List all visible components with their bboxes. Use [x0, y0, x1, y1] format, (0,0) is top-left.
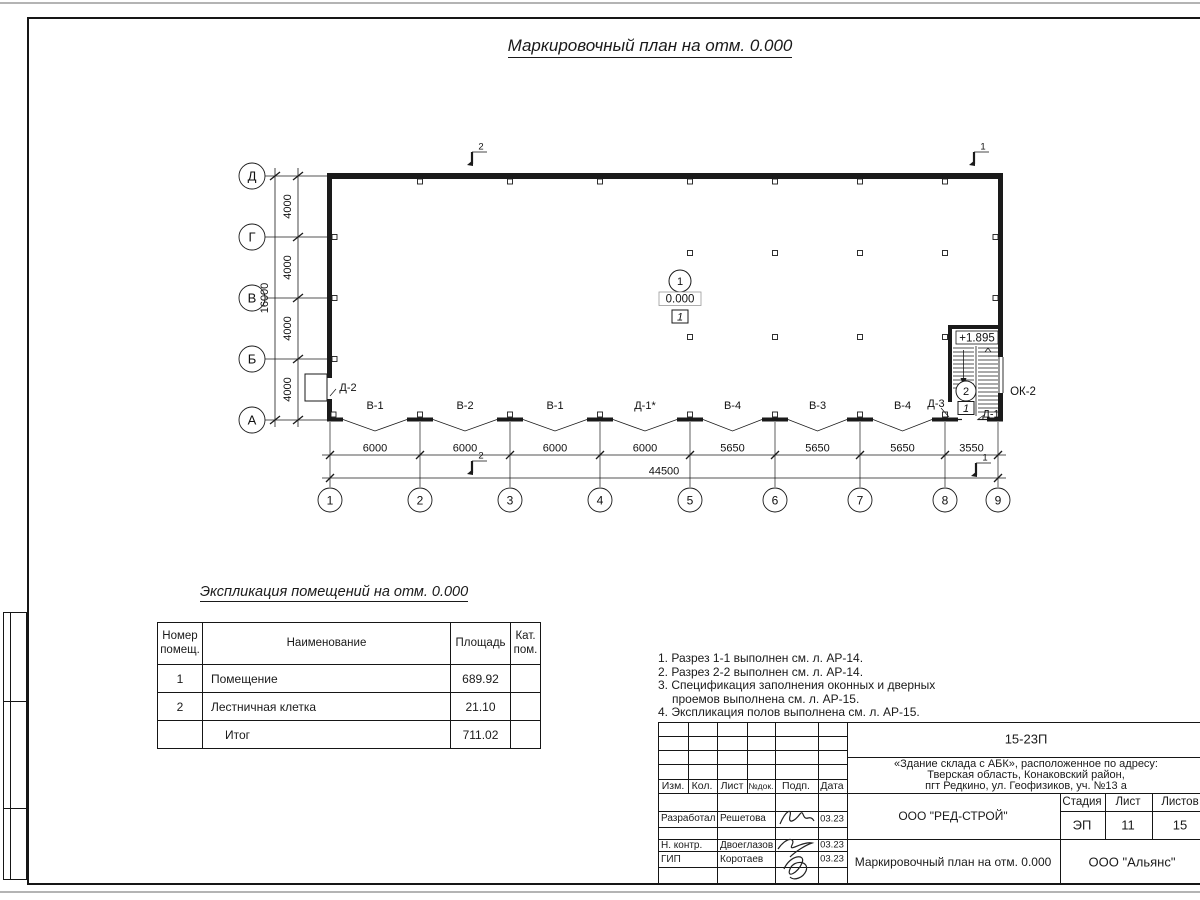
pier — [407, 418, 433, 422]
header-cell: Дата — [820, 780, 844, 792]
header-cell: Лист — [720, 780, 744, 792]
window-leader — [613, 420, 677, 432]
role-label: ГИП — [661, 854, 681, 865]
column-marker — [773, 251, 778, 256]
role-name: Коротаев — [720, 854, 764, 865]
section-number: 2 — [478, 450, 484, 462]
axis-letter: А — [247, 412, 257, 428]
floor-number: 1 — [676, 311, 684, 324]
pilaster — [598, 412, 603, 417]
dimension-text: 5650 — [805, 442, 830, 455]
pier — [847, 418, 873, 422]
section-arrowhead — [467, 160, 473, 166]
header-cell: Кол. — [691, 780, 713, 792]
doc-number: 15-23П — [1004, 731, 1048, 747]
header-cell: Изм. — [661, 780, 685, 792]
section-number: 1 — [982, 452, 988, 464]
column-marker — [688, 251, 693, 256]
role-date: 03.23 — [820, 839, 844, 851]
role-date: 03.23 — [820, 853, 844, 865]
sheets-label: Листов — [1161, 796, 1199, 808]
note-line: проемов выполнена см. л. АР-15. — [672, 691, 860, 706]
axis-number: 2 — [416, 493, 424, 508]
table-row-total — [158, 721, 541, 749]
dimension-text: 3550 — [959, 442, 984, 455]
signature-icon — [776, 835, 818, 883]
section-arrowhead — [467, 469, 473, 475]
opening-label: В-1 — [366, 400, 384, 412]
dimension-text: 5650 — [720, 442, 745, 455]
pilaster — [773, 412, 778, 417]
stair-wall — [948, 325, 998, 329]
note-line: 1. Разрез 1-1 выполнен см. л. АР-14. — [658, 651, 864, 665]
pilaster — [508, 412, 513, 417]
pilaster — [688, 179, 693, 184]
opening-label: В-1 — [546, 400, 564, 412]
pilaster — [773, 179, 778, 184]
object-address-line: Тверская область, Конаковский район, — [927, 769, 1125, 781]
cell-cat — [511, 665, 541, 693]
dimension-text: 6000 — [542, 442, 568, 455]
cell-num: 2 — [158, 693, 203, 721]
pier — [762, 418, 788, 422]
note-line: 4. Экспликация полов выполнена см. л. АР-15. — [658, 705, 920, 719]
dimension-text: 4000 — [282, 194, 294, 219]
role-label: Разработал — [661, 813, 716, 824]
window-leader — [873, 420, 932, 432]
dimension-text: 44500 — [648, 465, 680, 478]
dimension-text: 6000 — [632, 442, 658, 455]
section-arrowhead — [969, 160, 975, 166]
cell-cat — [511, 693, 541, 721]
wall-left — [327, 173, 332, 378]
pilaster — [943, 179, 948, 184]
pilaster — [418, 179, 423, 184]
column-marker — [943, 251, 948, 256]
object-address-line: пгт Редкино, ул. Геофизиков, уч. №13 а — [925, 780, 1127, 792]
header-cell: №док. — [748, 781, 774, 791]
room-number: 1 — [676, 276, 684, 288]
elevation-text: 0.000 — [665, 293, 695, 306]
dimension-text: 16000 — [259, 282, 271, 314]
col-header-cat: Кат. пом. — [511, 623, 541, 665]
dimension-text: 4000 — [282, 377, 294, 402]
column-marker — [858, 335, 863, 340]
stair-wall — [948, 325, 952, 402]
wall-top — [330, 173, 1003, 179]
table-header-row — [158, 623, 541, 665]
stage-value: ЭП — [1072, 817, 1092, 833]
window-leader — [523, 420, 587, 432]
axis-letter: Д — [247, 168, 257, 184]
axis-number: 8 — [941, 493, 949, 508]
title-block — [658, 722, 1200, 885]
header-cell: Подп. — [782, 780, 810, 792]
role-name: Решетова — [720, 813, 766, 824]
axis-number: 3 — [506, 493, 514, 508]
sheet-label: Лист — [1115, 796, 1141, 808]
axis-number: 1 — [326, 493, 334, 508]
door-label: Д-2 — [339, 382, 357, 394]
role-name: Двоеглазов — [720, 840, 774, 851]
explication-table — [157, 622, 541, 749]
note-line: 3. Спецификация заполнения оконных и дверных — [658, 678, 936, 692]
dimension-text: 4000 — [282, 255, 294, 280]
cell-area: 689.92 — [451, 665, 511, 693]
door-leader — [330, 389, 336, 396]
door-label: Д-1 — [982, 408, 1000, 421]
elevation-text: +1.895 — [959, 332, 995, 345]
door-label: Д-3 — [927, 398, 945, 410]
axis-number: 9 — [994, 493, 1002, 508]
axis-number: 4 — [596, 493, 604, 508]
axis-letter: Б — [247, 351, 257, 367]
explication-title: Экспликация помещений на отм. 0.000 — [200, 584, 469, 600]
pilaster — [688, 412, 693, 417]
opening-label: Д-1* — [634, 400, 656, 412]
pilaster — [332, 296, 337, 301]
wall-right — [998, 173, 1003, 357]
cell-name: Помещение — [203, 665, 451, 693]
opening-label: В-3 — [808, 400, 827, 412]
sheets-total: 15 — [1172, 817, 1188, 833]
sheet-edge-bottom — [0, 891, 1200, 893]
opening-label: В-4 — [893, 400, 912, 412]
customer-company: ООО "Альянс" — [1088, 854, 1176, 870]
dimension-text: 4000 — [282, 316, 294, 341]
window-leader — [703, 420, 762, 432]
porch — [305, 374, 327, 401]
pilaster — [993, 296, 998, 301]
cell-cat — [511, 721, 541, 749]
axis-number: 6 — [771, 493, 779, 508]
cell-area: 21.10 — [451, 693, 511, 721]
opening-label: В-2 — [456, 400, 474, 412]
floor-number: 1 — [962, 403, 970, 415]
pilaster — [418, 412, 423, 417]
stage-label: Стадия — [1062, 796, 1102, 808]
dimension-text: 6000 — [452, 442, 478, 455]
window-label: ОК-2 — [1010, 386, 1036, 398]
window-leader — [343, 420, 407, 432]
role-date: 03.23 — [820, 813, 844, 825]
table-row — [158, 665, 541, 693]
column-marker — [858, 251, 863, 256]
signature-icon — [778, 806, 816, 830]
design-company: ООО "РЕД-СТРОЙ" — [898, 809, 1008, 823]
axis-number: 5 — [686, 493, 694, 508]
cell-area: 711.02 — [451, 721, 511, 749]
stair-arrow-up — [985, 348, 991, 352]
col-header-name: Наименование — [203, 623, 451, 665]
cell-num — [158, 721, 203, 749]
sheet-number: 11 — [1121, 817, 1135, 833]
note-line: 2. Разрез 2-2 выполнен см. л. АР-14. — [658, 664, 864, 679]
pilaster — [993, 235, 998, 240]
pilaster — [858, 412, 863, 417]
section-arrowhead — [971, 471, 977, 477]
margin-stamp-boxes — [3, 612, 27, 880]
col-header-num: Номер помещ. — [158, 623, 203, 665]
drawing-title: Маркировочный план на отм. 0.000 — [854, 855, 1052, 869]
column-marker — [773, 335, 778, 340]
cell-num: 1 — [158, 665, 203, 693]
cell-name: Лестничная клетка — [203, 693, 451, 721]
axis-letter: Г — [248, 229, 256, 245]
pilaster — [858, 179, 863, 184]
section-number: 2 — [478, 141, 484, 153]
room-number: 2 — [962, 386, 970, 398]
pier — [497, 418, 523, 422]
pier — [327, 418, 343, 422]
page-title: Маркировочный план на отм. 0.000 — [420, 36, 880, 56]
window-leader — [788, 420, 847, 432]
pier — [677, 418, 703, 422]
window-leader — [433, 420, 497, 432]
cell-name: Итог — [203, 721, 451, 749]
section-number: 1 — [980, 141, 986, 153]
pilaster — [598, 179, 603, 184]
role-label: Н. контр. — [661, 840, 703, 851]
pilaster — [332, 357, 337, 362]
column-marker — [688, 335, 693, 340]
pier — [587, 418, 613, 422]
column-marker — [943, 335, 948, 340]
pilaster — [332, 235, 337, 240]
pilaster — [508, 179, 513, 184]
notes-list — [658, 652, 935, 720]
dimension-text: 6000 — [362, 442, 388, 455]
axis-letter: В — [247, 290, 257, 306]
object-address-line: «Здание склада с АБК», расположенное по адресу: — [894, 758, 1158, 770]
pilaster — [331, 412, 336, 417]
table-row — [158, 693, 541, 721]
dimension-text: 5650 — [890, 442, 915, 455]
col-header-area: Площадь — [451, 623, 511, 665]
axis-number: 7 — [856, 493, 864, 508]
opening-label: В-4 — [723, 400, 742, 412]
